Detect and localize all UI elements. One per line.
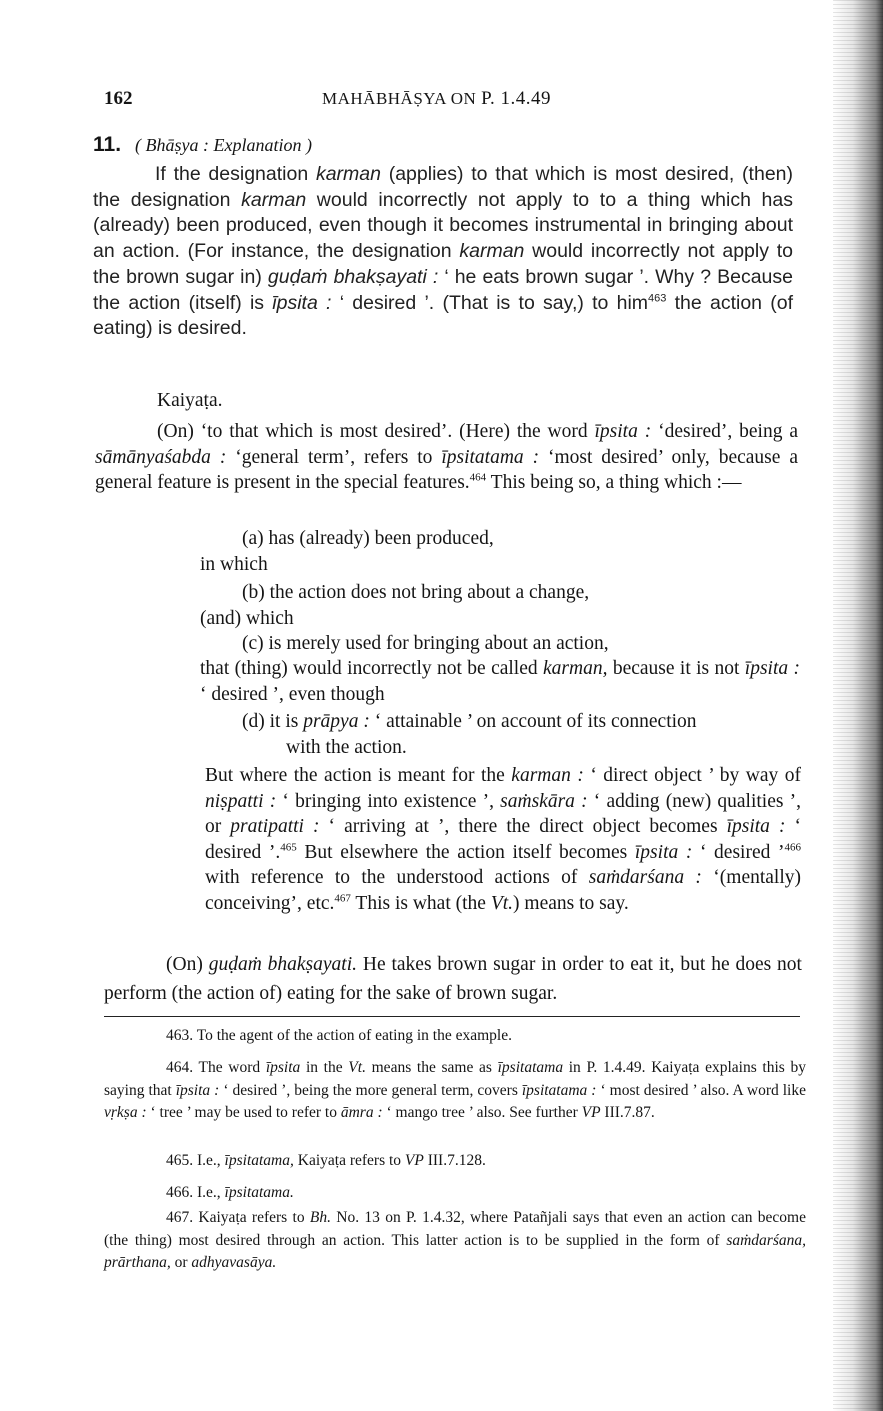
term: īpsitatama — [497, 1059, 564, 1076]
running-header — [322, 88, 551, 110]
but-paragraph — [205, 763, 801, 917]
text: ‘ most desired ’ also. A word like — [596, 1081, 806, 1099]
text: (d) it is — [242, 711, 304, 732]
text: ‘general term’, refers to — [226, 446, 442, 468]
term: prāpya : — [303, 711, 370, 732]
text: This is what (the — [350, 892, 491, 914]
list-item-d — [242, 709, 800, 760]
footnote-text — [104, 1207, 806, 1275]
text: (On) ‘to that which is most desired’. (Here) the word — [157, 421, 595, 442]
term: Bh. — [309, 1209, 331, 1226]
term: niṣpatti : — [205, 790, 277, 812]
footnote-marker: 465 — [280, 841, 297, 854]
text: 465. I.e., — [166, 1152, 225, 1169]
text: But where the action is meant for the — [205, 765, 512, 786]
term: īpsitatama. — [224, 1184, 294, 1201]
term: īpsita — [265, 1059, 301, 1076]
list-conclusion — [200, 656, 800, 707]
text: ‘ he eats brown sugar ’. Why ? Because the action (itself) is — [93, 265, 793, 314]
section-number: 11. — [93, 133, 122, 156]
running-header-ref: P. 1.4.49 — [481, 88, 552, 109]
text: If the designation — [155, 163, 316, 185]
footnote-marker: 466 — [784, 841, 801, 854]
term: īpsitatama : — [521, 1081, 597, 1099]
footnote-text — [104, 1057, 806, 1125]
term: vṛkṣa : — [104, 1104, 147, 1121]
term: saṁdarśana : — [588, 867, 702, 889]
list-item-c: (c) is merely used for bringing about an action, — [242, 633, 609, 654]
footnote-464 — [104, 1057, 806, 1125]
section-title: ( Bhāṣya : Explanation ) — [135, 135, 313, 155]
text: ‘desired’, being a — [651, 421, 798, 442]
term: saṁskāra : — [500, 790, 588, 812]
term: īpsita : — [175, 1081, 220, 1099]
page-number: 162 — [104, 88, 133, 109]
text: No. 13 on P. 1.4.32, where Patañjali says that even an action can become (the thing) most desired through an action. This latter action is to be supplied in the form of — [104, 1209, 806, 1249]
term: guḍaṁ bhakṣayati : — [267, 265, 439, 288]
footnote-467 — [104, 1207, 806, 1275]
page-edge-shadow — [833, 0, 883, 1411]
list-item-b: (b) the action does not bring about a change, — [242, 582, 590, 603]
term: karman — [459, 240, 525, 263]
footnote-text — [104, 1182, 806, 1205]
text: ‘ desired ’. — [205, 816, 801, 863]
text: because it is not — [607, 658, 745, 679]
term: karman, — [543, 658, 608, 679]
term: guḍaṁ bhakṣayati. — [208, 954, 357, 975]
text: ‘ bringing into existence ’, — [276, 790, 501, 812]
footnote-marker: 464 — [469, 471, 487, 484]
footnote-text — [104, 1150, 806, 1173]
text: This being so, a thing which :— — [486, 472, 742, 494]
kaiyata-text — [95, 419, 798, 496]
footnote-rule — [104, 1016, 800, 1017]
term: pratipatti : — [230, 816, 320, 838]
text: 466. I.e., — [166, 1184, 225, 1201]
list-connector-and-which: (and) which — [200, 608, 294, 629]
text: ) means to say. — [513, 892, 629, 914]
term: īpsitatama : — [441, 446, 540, 468]
text: in P. 1.4.49. Kaiyaṭa explains this by saying that — [104, 1059, 806, 1099]
text: ‘ desired ’ — [692, 841, 785, 863]
text: 467. Kaiyaṭa refers to — [166, 1209, 310, 1226]
term: īpsita : — [726, 816, 786, 838]
term: adhyavasāya. — [191, 1254, 277, 1271]
text: in the — [300, 1059, 349, 1076]
text: ‘ desired ’, even though — [200, 683, 385, 705]
text: the action (of eating) is desired. — [93, 291, 794, 340]
term: sāmānyaśabda : — [95, 446, 227, 468]
footnote-463 — [104, 1025, 806, 1048]
text: ‘most desired’ only, because a general feature is present in the special features. — [95, 446, 798, 494]
term: VP — [404, 1152, 424, 1169]
footnote-marker: 463 — [648, 292, 667, 305]
text: 464. The word — [166, 1059, 266, 1076]
text: ‘ attainable ’ on account of its connection — [369, 711, 697, 732]
text: or — [170, 1254, 192, 1271]
section-heading — [93, 133, 312, 157]
term: īpsita : — [634, 841, 693, 863]
term: īpsita : — [272, 291, 332, 314]
on-text — [104, 950, 802, 1008]
text: Kaiyaṭa refers to — [293, 1152, 405, 1169]
footnote-466 — [104, 1182, 806, 1205]
text: (applies) to that which is most desired, (then) the designation — [93, 163, 794, 211]
footnote-465 — [104, 1150, 806, 1173]
text: ‘ mango tree ’ also. See further — [382, 1104, 582, 1121]
running-header-title: MAHĀBHĀṢYA ON — [322, 89, 477, 108]
text: III.7.87. — [600, 1104, 655, 1121]
term: īpsita : — [594, 421, 652, 442]
term: Vt. — [348, 1059, 366, 1076]
term: āmra : — [340, 1104, 383, 1121]
text: ‘ desired ’, being the more general term, covers — [219, 1081, 522, 1099]
footnote-marker: 467 — [334, 892, 351, 905]
term: karman — [315, 163, 381, 185]
bhasya-translation — [93, 162, 793, 342]
text: with the action. — [286, 736, 407, 758]
term: Vt. — [490, 892, 514, 914]
text: (On) — [166, 954, 209, 975]
term: karman — [241, 188, 307, 211]
text: that (thing) would incorrectly not be called — [200, 658, 543, 679]
text: ‘ adding (new) qualities ’, or — [205, 790, 802, 838]
list-item-a: (a) has (already) been produced, — [242, 528, 494, 549]
text: would incorrectly not apply to the brown sugar in) — [93, 240, 793, 288]
text: He takes brown sugar in order to eat it, but he does not perform (the action of) eating for the sake of brown sugar. — [104, 954, 802, 1004]
text: But elsewhere the action itself becomes — [296, 841, 635, 863]
text: ‘ tree ’ may be used to refer to — [146, 1104, 341, 1121]
term: karman : — [511, 765, 584, 786]
list-connector-in-which: in which — [200, 554, 268, 575]
term: saṁdarśana, prārthana, — [104, 1231, 806, 1271]
term: īpsitatama, — [224, 1152, 294, 1169]
text: ‘(mentally) conceiving’, etc. — [205, 867, 801, 914]
on-paragraph — [104, 950, 802, 1008]
text: ‘ desired ’. (That is to say,) to him — [331, 291, 649, 314]
text: would incorrectly not apply to to a thing which has (already) been produced, even though it becomes instrumental in bringing about an action. (For instance, the designation — [93, 188, 794, 263]
kaiyata-heading: Kaiyaṭa. — [157, 390, 223, 411]
text: ‘ direct object ’ by way of — [583, 765, 801, 786]
translation-paragraph — [93, 162, 793, 342]
text: III.7.128. — [423, 1152, 486, 1169]
term: VP — [581, 1104, 601, 1121]
text: ‘ arriving at ’, there the direct object becomes — [319, 816, 727, 838]
term: īpsita : — [744, 658, 800, 679]
text: means the same as — [365, 1059, 498, 1076]
footnote-text: 463. To the agent of the action of eating in the example. — [166, 1027, 512, 1044]
text: with reference to the understood actions of — [205, 867, 589, 889]
kaiyata-paragraph — [95, 419, 798, 496]
